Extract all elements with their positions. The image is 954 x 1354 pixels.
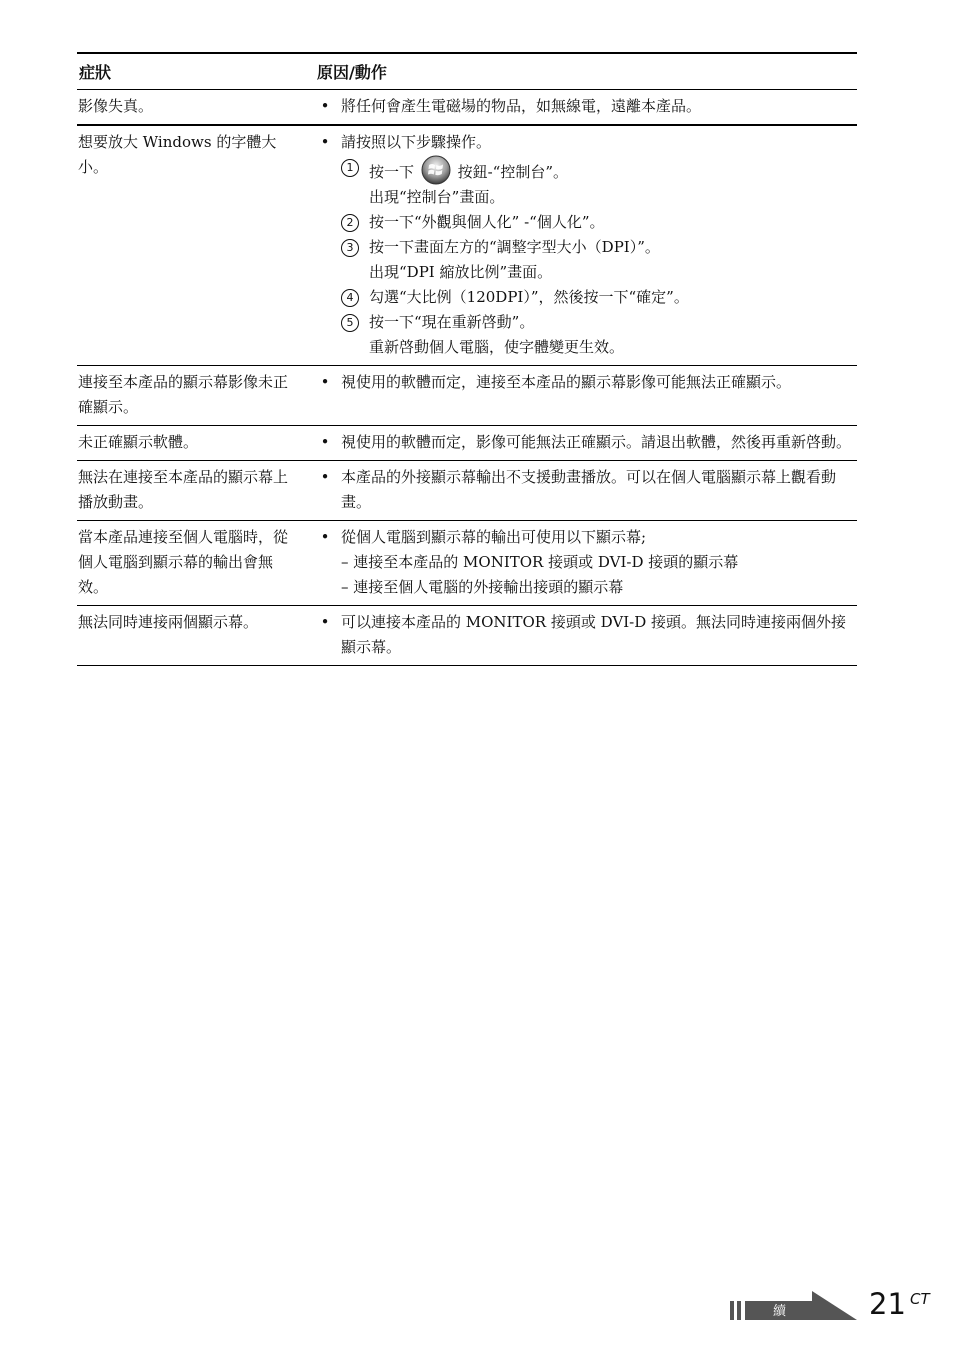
step-number: 3 bbox=[341, 239, 359, 257]
table-row bbox=[77, 90, 857, 126]
cause-text: 將任何會產生電磁場的物品，如無線電，遠離本產品。 bbox=[341, 97, 702, 115]
step-number: 1 bbox=[341, 159, 359, 177]
header-cause: 原因/動作 bbox=[317, 63, 387, 82]
continue-arrow bbox=[730, 1290, 858, 1322]
step-sub: 出現“DPI 縮放比例”畫面。 bbox=[369, 263, 553, 281]
table-row bbox=[77, 521, 857, 606]
troubleshooting-table bbox=[77, 52, 857, 666]
step-2 bbox=[341, 210, 857, 235]
dash-item: – 連接至本產品的 MONITOR 接頭或 DVI-D 接頭的顯示幕 bbox=[341, 553, 739, 571]
cause-cell bbox=[315, 610, 857, 660]
step-1 bbox=[341, 155, 857, 185]
cause-cell bbox=[315, 525, 857, 600]
cause-cell bbox=[315, 465, 857, 515]
page-number: 21 bbox=[869, 1287, 906, 1321]
cause-cell bbox=[315, 430, 857, 455]
table-row bbox=[77, 426, 857, 461]
step-text: 按一下畫面左方的“調整字型大小（DPI）”。 bbox=[369, 238, 660, 256]
symptom-cell: 影像失真。 bbox=[78, 97, 154, 115]
bullet: • bbox=[320, 613, 330, 631]
bullet: • bbox=[320, 468, 330, 486]
bullet: • bbox=[320, 97, 330, 115]
step-text: 勾選“大比例（120DPI）”，然後按一下“確定”。 bbox=[369, 288, 689, 306]
dash-item: – 連接至個人電腦的外接輸出接頭的顯示幕 bbox=[341, 578, 624, 596]
table-row bbox=[77, 366, 857, 426]
bullet: • bbox=[320, 433, 330, 451]
cause-text: 可以連接本產品的 MONITOR 接頭或 DVI-D 接頭。無法同時連接兩個外接顯示幕。 bbox=[341, 613, 846, 656]
page-suffix: CT bbox=[910, 1290, 930, 1308]
cause-cell bbox=[315, 370, 857, 420]
cause-cell bbox=[315, 130, 857, 360]
symptom-cell: 未正確顯示軟體。 bbox=[78, 433, 199, 451]
bullet: • bbox=[320, 528, 330, 546]
symptom-cell: 當本產品連接至個人電腦時，從個人電腦到顯示幕的輸出會無效。 bbox=[78, 528, 289, 596]
cause-cell bbox=[315, 94, 857, 119]
windows-start-orb-icon bbox=[421, 155, 451, 185]
cause-intro: 從個人電腦到顯示幕的輸出可使用以下顯示幕; bbox=[341, 528, 647, 546]
symptom-cell: 連接至本產品的顯示幕影像未正確顯示。 bbox=[78, 373, 289, 416]
step-number: 5 bbox=[341, 314, 359, 332]
step-text: 按一下“外觀與個人化” -“個人化”。 bbox=[369, 213, 605, 231]
table-row bbox=[77, 461, 857, 521]
table-row bbox=[77, 126, 857, 366]
table-row bbox=[77, 606, 857, 666]
step-sub: 出現“控制台”畫面。 bbox=[369, 188, 505, 206]
continue-label: 續 bbox=[773, 1304, 788, 1319]
step-4 bbox=[341, 285, 857, 310]
step-text-before: 按一下 bbox=[369, 163, 415, 181]
symptom-cell: 想要放大 Windows 的字體大小。 bbox=[78, 133, 277, 176]
table-header bbox=[77, 54, 857, 90]
bullet: • bbox=[320, 133, 330, 151]
header-symptom: 症狀 bbox=[79, 63, 112, 82]
cause-text: 本產品的外接顯示幕輸出不支援動畫播放。可以在個人電腦顯示幕上觀看動畫。 bbox=[341, 468, 837, 511]
cause-intro: 請按照以下步驟操作。 bbox=[341, 133, 492, 151]
cause-text: 視使用的軟體而定，影像可能無法正確顯示。請退出軟體，然後再重新啓動。 bbox=[341, 433, 852, 451]
step-5 bbox=[341, 310, 857, 335]
step-sub: 重新啓動個人電腦，使字體變更生效。 bbox=[369, 338, 625, 356]
step-number: 4 bbox=[341, 289, 359, 307]
cause-text: 視使用的軟體而定，連接至本產品的顯示幕影像可能無法正確顯示。 bbox=[341, 373, 792, 391]
step-number: 2 bbox=[341, 214, 359, 232]
bullet: • bbox=[320, 373, 330, 391]
symptom-cell: 無法在連接至本產品的顯示幕上播放動畫。 bbox=[78, 468, 289, 511]
step-text-after: 按鈕-“控制台”。 bbox=[457, 163, 568, 181]
symptom-cell: 無法同時連接兩個顯示幕。 bbox=[78, 613, 259, 631]
step-3 bbox=[341, 235, 857, 260]
step-text: 按一下“現在重新啓動”。 bbox=[369, 313, 535, 331]
